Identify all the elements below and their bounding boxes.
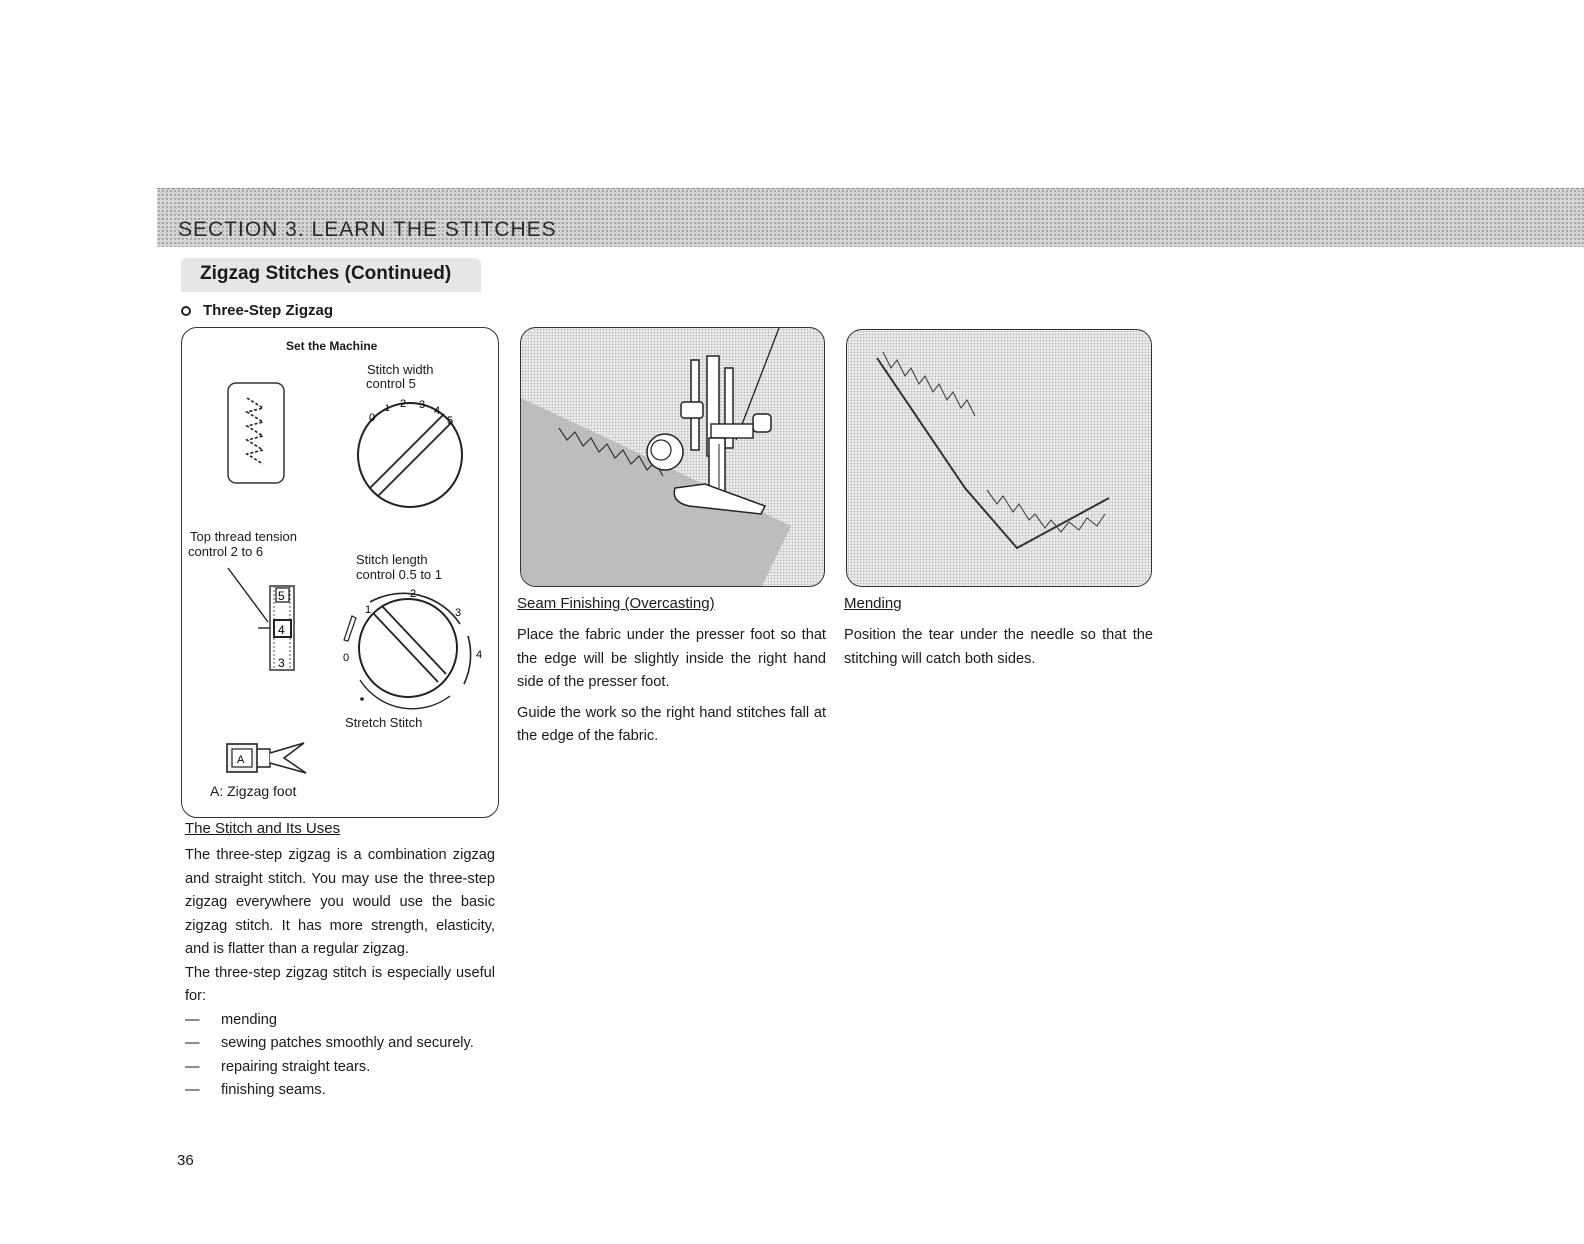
width-tick-0: 0	[369, 412, 376, 424]
stitch-width-control: control 5	[366, 376, 416, 391]
foot-letter: A	[237, 754, 245, 766]
stitch-uses-para2: The three-step zigzag stitch is especially useful for:	[185, 964, 495, 1004]
zigzag-foot-icon	[226, 741, 312, 777]
length-tick-2: 2	[410, 588, 417, 600]
width-tick-3: 3	[419, 399, 426, 411]
page-heading: Zigzag Stitches (Continued)	[200, 263, 452, 284]
width-tick-1: 1	[385, 403, 391, 413]
tension-dial	[220, 560, 320, 674]
seam-finishing-para1: Place the fabric under the presser foot so that the edge will be slightly inside the right hand side of the presser foot.	[517, 627, 826, 690]
use-item	[185, 1056, 495, 1080]
use-item	[185, 1079, 495, 1103]
foot-label: A: Zigzag foot	[210, 783, 297, 799]
dash-marker: —	[185, 1035, 200, 1051]
length-tick-0: 0	[343, 652, 350, 664]
width-tick-4: 4	[434, 405, 441, 417]
use-item-text: mending	[221, 1011, 277, 1028]
use-item-text: repairing straight tears.	[221, 1058, 371, 1075]
dash-marker: —	[185, 1011, 200, 1028]
seam-finishing-title: Seam Finishing (Overcasting)	[517, 595, 715, 612]
stitch-length-dial	[330, 584, 490, 714]
use-item-text: finishing seams.	[221, 1082, 326, 1098]
dash-marker: —	[185, 1058, 200, 1075]
stitch-uses-body	[185, 844, 495, 1103]
dash-marker: —	[185, 1082, 200, 1098]
subheading-text: Three-Step Zigzag	[203, 302, 334, 319]
presser-foot-drawing	[521, 328, 825, 587]
tension-control: control 2 to 6	[188, 544, 264, 559]
seam-finishing-body	[517, 624, 826, 749]
stitch-pattern-icon	[227, 382, 287, 486]
seam-finishing-illustration	[520, 327, 825, 587]
stitch-width-label: Stitch width	[367, 362, 434, 377]
mending-para1: Position the tear under the needle so that the stitching will catch both sides.	[844, 627, 1153, 667]
stitch-uses-para1: The three-step zigzag is a combination zigzag and straight stitch. You may use the three-step zigzag everywhere you would use the basic zigzag stitch. It has more strength, elasticity, and is flatter than a regular zigzag.	[185, 847, 495, 957]
page-number: 36	[177, 1152, 194, 1169]
mended-tear-drawing	[847, 330, 1152, 587]
tension-label: Top thread tension	[190, 529, 297, 544]
section-title: SECTION 3. LEARN THE STITCHES	[178, 218, 557, 241]
use-item	[185, 1032, 495, 1056]
stitch-uses-title: The Stitch and Its Uses	[185, 820, 341, 837]
panel-title: Set the Machine	[286, 339, 378, 353]
use-item	[185, 1009, 495, 1033]
length-tick-3: 3	[455, 607, 462, 619]
stitch-length-label: Stitch length	[356, 552, 428, 567]
subheading	[180, 302, 333, 319]
mending-body	[844, 624, 1153, 671]
bullet-circle-icon	[181, 306, 191, 316]
length-tick-1: 1	[365, 604, 372, 616]
mending-title: Mending	[844, 595, 902, 612]
width-tick-2: 2	[400, 398, 407, 410]
width-tick-5: 5	[447, 415, 454, 427]
length-tick-4: 4	[476, 649, 483, 661]
use-item-text: sewing patches smoothly and securely.	[221, 1035, 474, 1051]
tension-tick-3: 3	[278, 656, 285, 670]
mending-illustration	[846, 329, 1152, 587]
seam-finishing-para2: Guide the work so the right hand stitches fall at the edge of the fabric.	[517, 704, 826, 744]
tension-tick-5: 5	[278, 589, 285, 603]
stretch-stitch-label: Stretch Stitch	[345, 715, 423, 730]
stitch-length-control: control 0.5 to 1	[356, 567, 442, 582]
stitch-width-dial	[340, 392, 480, 512]
tension-tick-4: 4	[278, 623, 285, 637]
